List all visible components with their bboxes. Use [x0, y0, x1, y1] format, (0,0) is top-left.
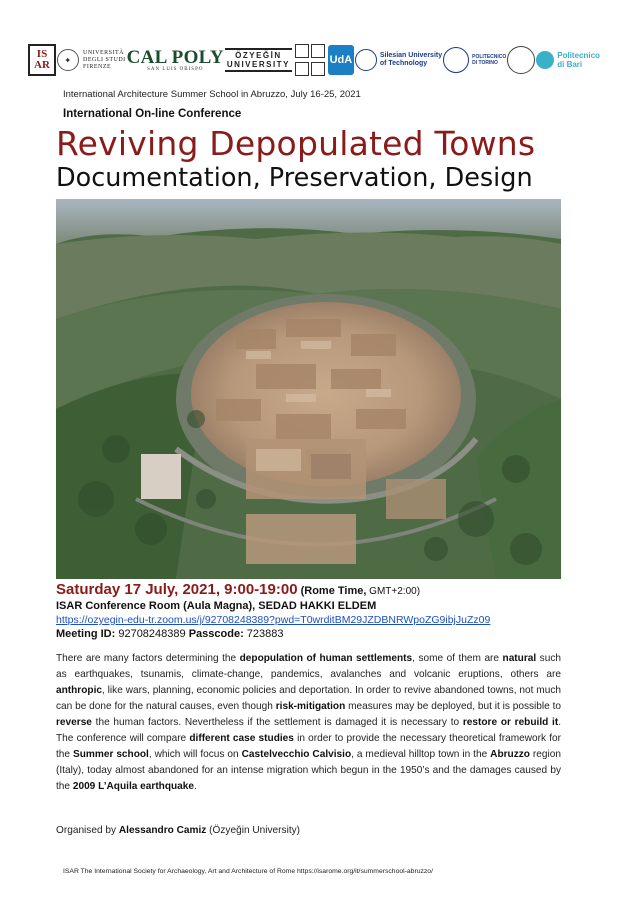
- school-line: International Architecture Summer School in Abruzzo, July 16-25, 2021: [63, 89, 361, 100]
- description-text: such as earthquakes, tsunamis, climate-change, pandemics, avalanches and volcanic eruptions, others are: [56, 653, 561, 680]
- description-text: , like wars, planning, economic policies and deportation. In order to revive abandoned towns, not much can be done for the natural causes, even though: [56, 685, 561, 712]
- event-datetime: [56, 581, 420, 598]
- isar-logo-top: IS: [36, 48, 48, 60]
- description-emphasis: reverse: [56, 717, 92, 728]
- polito-seal-icon: [443, 47, 469, 73]
- ozyegin-logo: [225, 48, 292, 72]
- unifi-line-3: FIRENZE: [82, 63, 112, 70]
- aerial-town-illustration: [56, 199, 561, 579]
- conference-label: International On-line Conference: [63, 108, 242, 120]
- conference-description: [56, 651, 561, 795]
- polito-line-1: POLITECNICO: [472, 54, 507, 60]
- calpoly-logo: [126, 46, 224, 72]
- organiser-affiliation: (Özyeğin University): [206, 825, 301, 836]
- description-text: the human factors. Nevertheless if the settlement is damaged it is necessary to: [91, 717, 463, 728]
- dsa-block-icon: [311, 44, 325, 58]
- description-text: , which will focus on: [148, 749, 242, 760]
- description-text: , some of them are: [412, 653, 503, 664]
- description-emphasis: Castelvecchio Calvisio: [241, 749, 352, 760]
- silesian-line-2: of Technology: [379, 60, 428, 67]
- page-subtitle: Documentation, Preservation, Design: [56, 163, 533, 193]
- event-date: Saturday 17 July, 2021, 9:00-19:00: [56, 581, 298, 598]
- uda-logo: UdA: [328, 45, 354, 75]
- description-text: . The conference will compare: [56, 717, 561, 744]
- aerial-town-photo: [56, 199, 561, 579]
- event-timezone-offset: GMT+2:00): [366, 586, 421, 597]
- page-title: Reviving Depopulated Towns: [56, 124, 536, 163]
- silesian-seal-icon: [355, 49, 377, 71]
- description-emphasis: restore or rebuild it: [462, 717, 559, 728]
- calpoly-name: CAL POLY: [126, 46, 224, 68]
- meeting-id-label: Meeting ID:: [56, 628, 116, 640]
- description-text: There are many factors determining the: [56, 653, 240, 664]
- event-venue: ISAR Conference Room (Aula Magna), SEDAD HAKKI ELDEM: [56, 600, 377, 612]
- poliba-logo: [536, 51, 600, 69]
- zoom-link[interactable]: https://ozyegin-edu-tr.zoom.us/j/92708248389?pwd=T0wrditBM29JZDBNRWpoZG9ibjJuZz09: [56, 614, 491, 626]
- description-emphasis: natural: [502, 653, 537, 664]
- description-emphasis: risk-mitigation: [275, 701, 346, 712]
- description-emphasis: Summer school: [72, 749, 149, 760]
- organiser-prefix: Organised by: [56, 825, 119, 836]
- passcode: 723883: [243, 628, 284, 640]
- dsa-block-icon: [295, 44, 309, 58]
- description-text: , a medieval hilltop town in the: [351, 749, 491, 760]
- dsa-block-icon: [311, 62, 325, 76]
- description-emphasis: different case studies: [189, 733, 294, 744]
- dsa-block-icon: [295, 62, 309, 76]
- description-text: in order to provide the necessary theoretical framework for the: [56, 733, 561, 760]
- description-emphasis: Abruzzo: [490, 749, 530, 760]
- silesian-logo: [355, 49, 442, 71]
- poliba-line-2: di Bari: [557, 60, 583, 69]
- event-timezone: (Rome Time,: [297, 585, 367, 597]
- polito-line-2: DI TORINO: [472, 60, 498, 66]
- description-text: .: [194, 781, 197, 792]
- partner-logos: [28, 40, 600, 80]
- silesian-line-1: Silesian University: [379, 52, 443, 59]
- description-emphasis: depopulation of human settlements: [239, 653, 413, 664]
- organiser-name: Alessandro Camiz: [118, 825, 207, 836]
- ozyegin-bottom: UNIVERSITY: [226, 60, 290, 69]
- passcode-label: Passcode:: [188, 628, 244, 640]
- description-emphasis: 2009 L’Aquila earthquake: [72, 781, 195, 792]
- seal-logo: [507, 46, 535, 74]
- dsa-logo: [293, 43, 327, 77]
- unifi-logo: [57, 49, 126, 71]
- description-text: region (Italy), today almost abandoned for an intense migration which begun in the 1950’s and the damages caused by the: [56, 749, 561, 792]
- calpoly-sub: SAN LUIS OBISPO: [147, 66, 204, 72]
- unifi-seal-icon: ✦: [57, 49, 79, 71]
- description-emphasis: anthropic: [56, 685, 102, 696]
- polito-logo: [443, 47, 506, 73]
- organiser-line: [56, 825, 300, 836]
- unifi-line-2: DEGLI STUDI: [82, 56, 126, 63]
- poliba-mark-icon: [536, 51, 554, 69]
- footer-text: ISAR The International Society for Archaeology, Art and Architecture of Rome https://isarome.org/it/summerschool-abruzzo/: [63, 868, 433, 875]
- meeting-details: [56, 628, 284, 640]
- unifi-line-1: UNIVERSITÀ: [82, 49, 124, 56]
- ozyegin-top: ÖZYEĞİN: [235, 51, 282, 60]
- description-text: measures may be deployed, but it is possible to: [345, 701, 562, 712]
- isar-logo-bottom: AR: [34, 59, 50, 71]
- isar-logo: [28, 44, 56, 76]
- meeting-id: 92708248389: [115, 628, 189, 640]
- poliba-line-1: Politecnico: [557, 51, 600, 60]
